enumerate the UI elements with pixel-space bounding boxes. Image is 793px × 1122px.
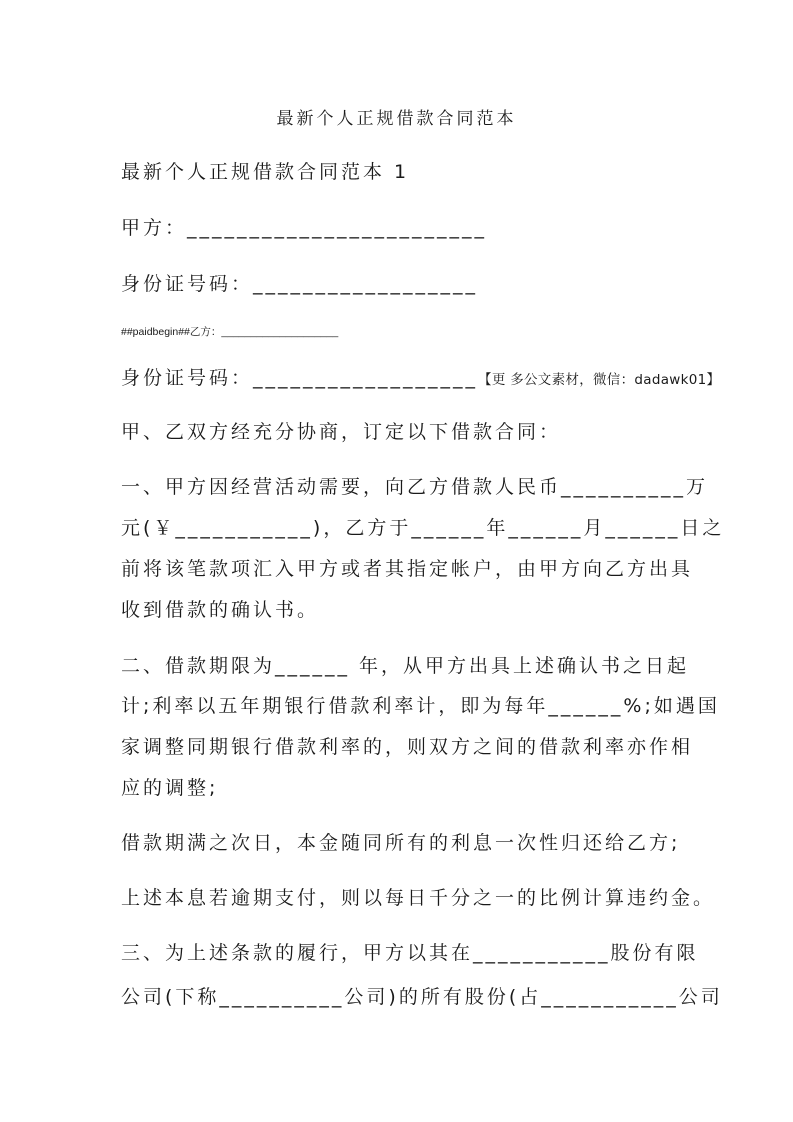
contract-subtitle: 最新个人正规借款合同范本 1	[121, 161, 410, 183]
party-b-line: ##paidbegin##乙方：____________________	[121, 326, 339, 338]
clause-1-line-1: 一、甲方因经营活动需要，向乙方借款人民币__________万	[121, 476, 709, 498]
intro-paragraph: 甲、乙双方经充分协商，订定以下借款合同：	[121, 421, 562, 443]
clause-1-line-3: 前将该笔款项汇入甲方或者其指定帐户，由甲方向乙方出具	[121, 558, 694, 580]
party-b-id-line	[121, 366, 720, 392]
clause-1-line-2: 元(￥___________)，乙方于______年______月______日之	[121, 517, 725, 539]
clause-2-line-3: 家调整同期银行借款利率的，则双方之间的借款利率亦作相	[121, 736, 694, 758]
wechat-note: 【更 多公文素材，微信：dadawk01】	[478, 372, 721, 388]
party-a-line: 甲方：________________________	[121, 217, 488, 239]
clause-2-line-2: 计;利率以五年期银行借款利率计，即为每年______%;如遇国	[121, 695, 720, 717]
party-a-id-line: 身份证号码：__________________	[121, 273, 479, 295]
clause-2-line-1: 二、借款期限为______ 年，从甲方出具上述确认书之日起	[121, 655, 690, 677]
document-title: 最新个人正规借款合同范本	[276, 109, 517, 129]
party-b-id-label: 身份证号码：__________________	[121, 367, 479, 389]
penalty-paragraph: 上述本息若逾期支付，则以每日千分之一的比例计算违约金。	[121, 887, 716, 909]
due-paragraph: 借款期满之次日，本金随同所有的利息一次性归还给乙方;	[121, 832, 681, 854]
clause-1-line-4: 收到借款的确认书。	[121, 599, 320, 621]
clause-3-line-1: 三、为上述条款的履行，甲方以其在___________股份有限	[121, 942, 699, 964]
clause-3-line-2: 公司(下称__________公司)的所有股份(占___________公司	[121, 986, 723, 1008]
clause-2-line-4: 应的调整;	[121, 777, 219, 799]
